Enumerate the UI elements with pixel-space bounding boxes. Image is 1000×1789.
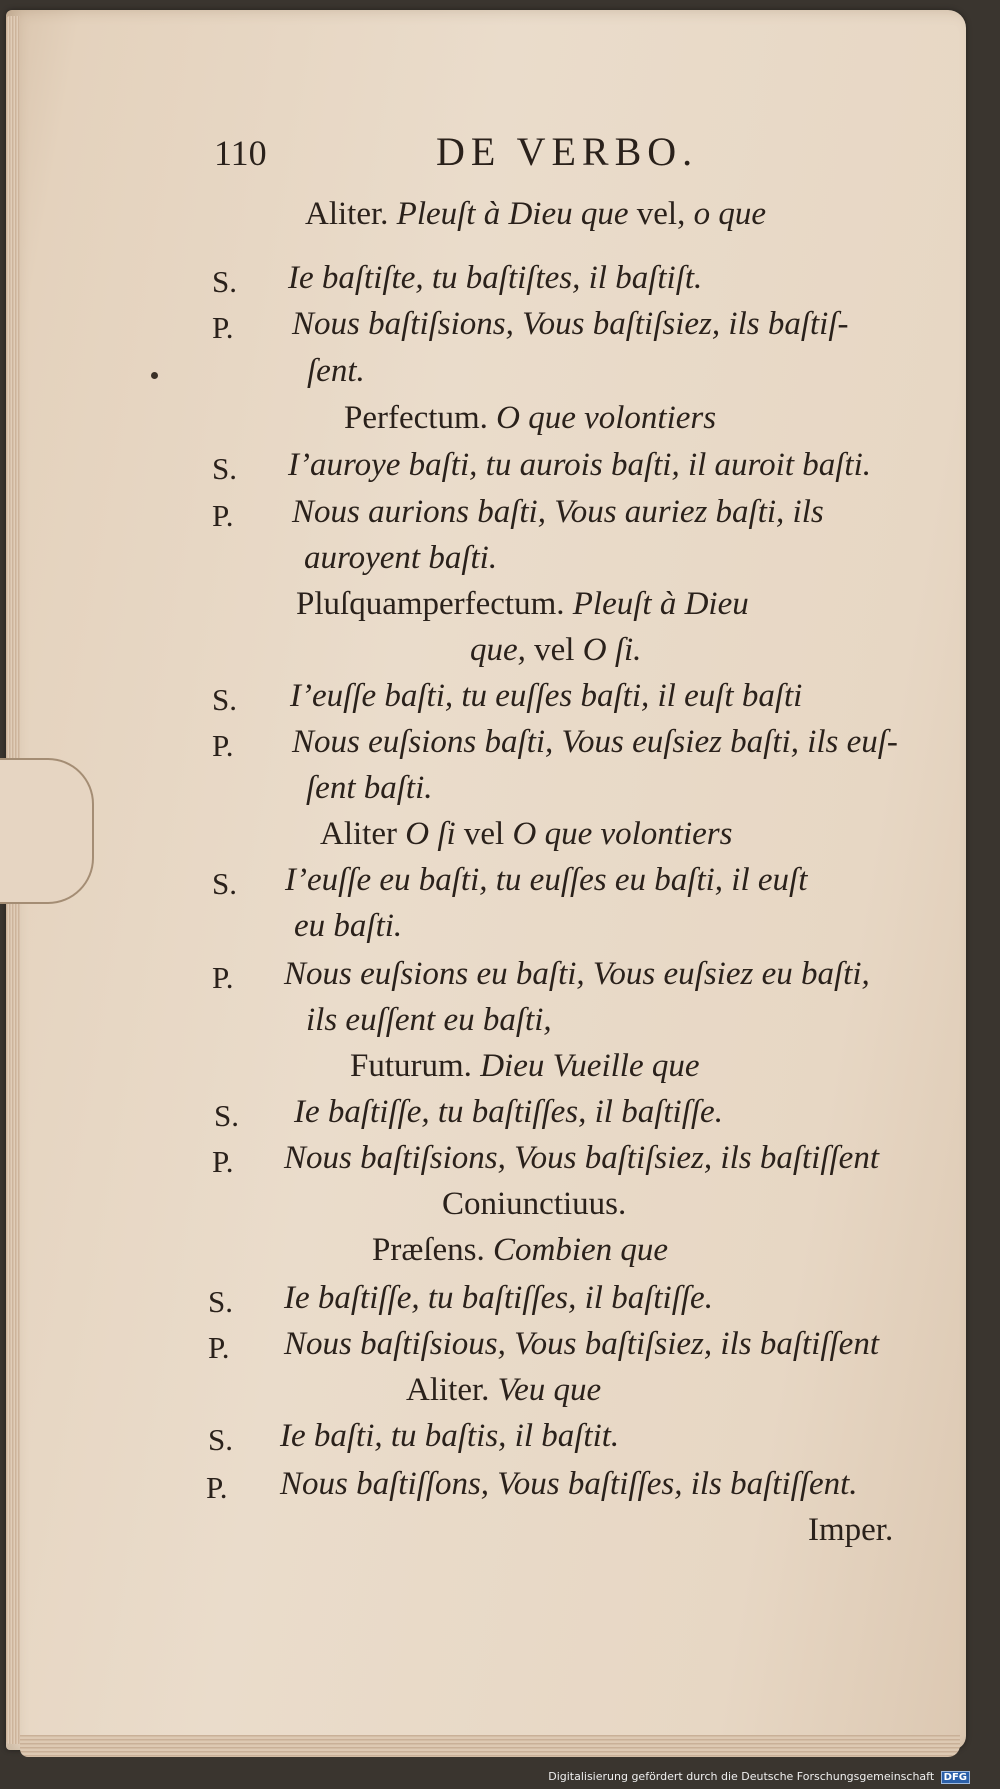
italic-text: ils euſſent eu baſti, bbox=[306, 1002, 552, 1038]
text-line bbox=[372, 1234, 668, 1267]
line-marker: P. bbox=[212, 728, 234, 763]
text-line bbox=[284, 1142, 879, 1175]
line-marker: S. bbox=[208, 1284, 233, 1319]
roman-text: vel, bbox=[636, 196, 686, 232]
line-marker: S. bbox=[212, 264, 237, 299]
italic-text: O que volontiers bbox=[496, 400, 717, 436]
line-marker: P. bbox=[212, 310, 234, 345]
roman-text: Coniunctiuus. bbox=[442, 1186, 627, 1222]
line-marker: P. bbox=[206, 1470, 228, 1505]
text-line bbox=[292, 726, 898, 759]
italic-text: Nous baſtiſsions, Vous baſtiſsiez, ils baſtiſſent bbox=[284, 1140, 879, 1176]
line-marker: P. bbox=[212, 960, 234, 995]
text-line bbox=[307, 355, 365, 388]
italic-text: I’auroye baſti, tu aurois baſti, il auroit baſti. bbox=[288, 447, 871, 483]
text-line bbox=[304, 542, 497, 575]
roman-text: vel bbox=[534, 632, 583, 668]
italic-text: Dieu Vueille que bbox=[480, 1048, 700, 1084]
digitization-credit bbox=[548, 1770, 970, 1784]
text-line bbox=[288, 449, 871, 482]
roman-text: Imper. bbox=[808, 1512, 894, 1548]
running-head: DE VERBO. bbox=[436, 129, 699, 174]
line-marker: S. bbox=[212, 866, 237, 901]
text-line bbox=[470, 634, 641, 667]
line-marker: P. bbox=[212, 1144, 234, 1179]
italic-text: Ie baſtiſte, tu baſtiſtes, il baſtiſt. bbox=[288, 260, 703, 296]
text-line bbox=[284, 1282, 713, 1315]
italic-text: Nous baſtiſſons, Vous baſtiſſes, ils baſtiſſent. bbox=[280, 1466, 858, 1502]
text-line bbox=[442, 1188, 626, 1221]
italic-text: O ſi. bbox=[582, 632, 642, 668]
text-line bbox=[284, 1328, 879, 1361]
text-line bbox=[344, 402, 716, 435]
line-marker: S. bbox=[212, 451, 237, 486]
text-line bbox=[320, 818, 732, 851]
text-line bbox=[285, 864, 807, 897]
italic-text: ſent baſti. bbox=[306, 770, 433, 806]
text-line bbox=[290, 680, 802, 713]
text-line bbox=[292, 308, 849, 341]
line-marker: P. bbox=[212, 498, 234, 533]
italic-text: Pleuſt à Dieu que bbox=[396, 196, 637, 232]
text-line bbox=[350, 1050, 700, 1083]
roman-text: vel bbox=[463, 816, 513, 852]
italic-text: Nous baſtiſsious, Vous baſtiſsiez, ils baſtiſſent bbox=[284, 1326, 879, 1362]
page-number: 110 bbox=[214, 133, 267, 173]
italic-text: Veu que bbox=[497, 1372, 602, 1408]
line-marker: S. bbox=[214, 1098, 239, 1133]
page-tab-flap bbox=[0, 758, 94, 904]
roman-text: Perfectum. bbox=[344, 400, 497, 436]
text-line bbox=[808, 1514, 893, 1547]
italic-text: O que volontiers bbox=[512, 816, 733, 852]
italic-text: Pleuſt à Dieu bbox=[572, 586, 749, 622]
text-line bbox=[406, 1374, 601, 1407]
roman-text: Præſens. bbox=[372, 1232, 494, 1268]
italic-text: Ie baſti, tu baſtis, il baſtit. bbox=[280, 1418, 620, 1454]
italic-text: Nous euſsions baſti, Vous euſsiez baſti, ils euſ- bbox=[292, 724, 898, 760]
italic-text: Ie baſtiſſe, tu baſtiſſes, il baſtiſſe. bbox=[284, 1280, 713, 1316]
text-line bbox=[306, 1004, 552, 1037]
italic-text: Nous baſtiſsions, Vous baſtiſsiez, ils baſtiſ- bbox=[292, 306, 849, 342]
italic-text: I’euſſe baſti, tu euſſes baſti, il euſt baſti bbox=[290, 678, 803, 714]
italic-text: I’euſſe eu baſti, tu euſſes eu baſti, il euſt bbox=[285, 862, 808, 898]
text-line bbox=[306, 772, 433, 805]
page-edges-bottom bbox=[20, 1735, 960, 1757]
italic-text: que, bbox=[470, 632, 535, 668]
roman-text: Pluſquamperfectum. bbox=[296, 586, 573, 622]
italic-text: auroyent baſti. bbox=[304, 540, 498, 576]
text-line bbox=[284, 958, 870, 991]
italic-text: Combien que bbox=[493, 1232, 669, 1268]
margin-ink-dot bbox=[151, 372, 158, 379]
text-line bbox=[305, 198, 766, 231]
dfg-logo: DFG bbox=[941, 1771, 970, 1784]
roman-text: Aliter. bbox=[305, 196, 397, 232]
line-marker: S. bbox=[212, 682, 237, 717]
text-line bbox=[288, 262, 702, 295]
italic-text: o que bbox=[685, 196, 766, 232]
italic-text: eu baſti. bbox=[294, 908, 403, 944]
roman-text: Futurum. bbox=[350, 1048, 481, 1084]
roman-text: Aliter. bbox=[406, 1372, 498, 1408]
text-line bbox=[294, 910, 402, 943]
text-line bbox=[280, 1420, 619, 1453]
roman-text: Aliter bbox=[320, 816, 406, 852]
text-line bbox=[292, 496, 824, 529]
italic-text: O ſi bbox=[405, 816, 464, 852]
line-marker: P. bbox=[208, 1330, 230, 1365]
italic-text: Nous euſsions eu baſti, Vous euſsiez eu baſti, bbox=[284, 956, 870, 992]
text-line bbox=[296, 588, 749, 621]
italic-text: Ie baſtiſſe, tu baſtiſſes, il baſtiſſe. bbox=[294, 1094, 723, 1130]
credit-text: Digitalisierung gefördert durch die Deutsche Forschungsgemeinschaft bbox=[548, 1770, 935, 1783]
italic-text: ſent. bbox=[307, 353, 365, 389]
italic-text: Nous aurions baſti, Vous auriez baſti, ils bbox=[292, 494, 824, 530]
text-line bbox=[280, 1468, 858, 1501]
text-line bbox=[294, 1096, 723, 1129]
line-marker: S. bbox=[208, 1422, 233, 1457]
